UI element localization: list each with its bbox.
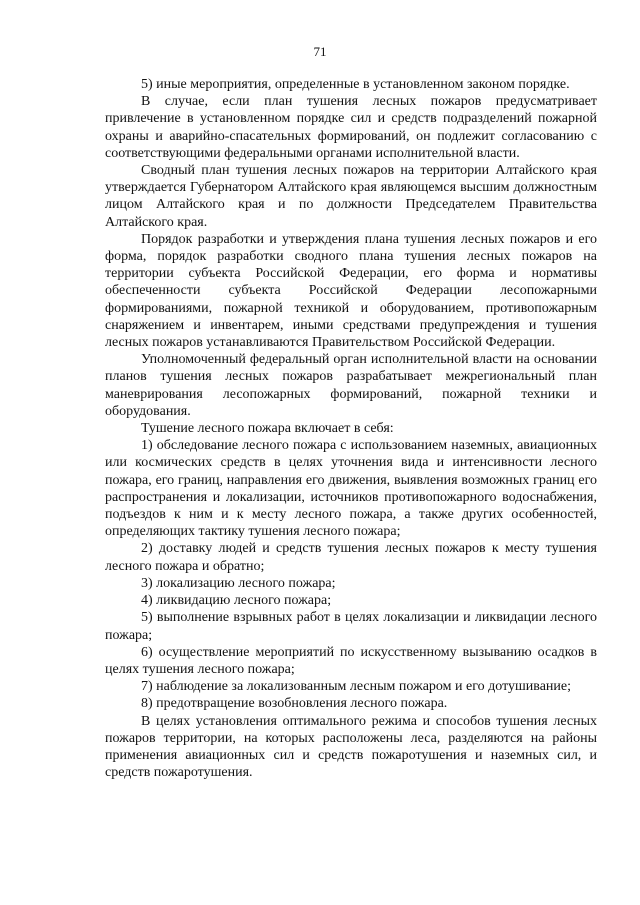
list-item-1-inspection: 1) обследование лесного пожара с использованием наземных, авиационных или космических средств в целях уточнения вида и интенсивности лесного пожара, его границ, направления его движения, выявления возможных границ его распространения и локализации, источников противопожарного водоснабжения, подъездов к ним и к месту лесного пожара, а также других особенностей, определяющих тактику тушения лесного пожара; [105,438,597,540]
paragraph-consolidated-plan: Сводный план тушения лесных пожаров на территории Алтайского края утверждается Губернатором Алтайского края являющемся высшим должностным лицом Алтайского края и по должности Председателем Правительства Алтайского края. [105,163,597,230]
list-item-8-prevention: 8) предотвращение возобновления лесного пожара. [141,696,448,712]
paragraph-interregional-plan: Уполномоченный федеральный орган исполнительной власти на основании планов тушения лесных пожаров разрабатывает межрегиональный план маневрирования лесопожарных формирований, пожарной техники и оборудования. [105,352,597,419]
list-item-4-liquidation: 4) ликвидацию лесного пожара; [141,593,332,609]
list-item-7-observation: 7) наблюдение за локализованным лесным пожаром и его дотушивание; [141,679,572,695]
page-number: 71 [313,44,327,59]
list-item-5-blasting: 5) выполнение взрывных работ в целях локализации и ликвидации лесного пожара; [105,610,597,643]
paragraph-plan-procedure: Порядок разработки и утверждения плана тушения лесных пожаров и его форма, порядок разработки сводного плана тушения лесных пожаров на территории субъекта Российской Федерации, его форма и нормативы обеспеченности субъекта Российской Федерации лесопожарными формированиями, пожарной техникой и оборудованием, противопожарным снаряжением и инвентарем, иными средствами предупреждения и тушения лесных пожаров устанавливаются Правительством Российской Федерации. [105,231,597,351]
page-body [105,76,597,781]
paragraph-plan-coordination: В случае, если план тушения лесных пожаров предусматривает привлечение в установленном порядке сил и средств подразделений пожарной охраны и аварийно-спасательных формирований, он подлежит согласованию с соответствующими федеральными органами исполнительной власти. [105,94,597,161]
paragraph-zoning: В целях установления оптимального режима и способов тушения лесных пожаров территории, на которых расположены леса, разделяются на районы применения авиационных сил и средств пожаротушения и наземных сил, и средств пожаротушения. [105,713,597,781]
list-item-2-delivery: 2) доставку людей и средств тушения лесных пожаров к месту тушения лесного пожара и обратно; [105,541,597,574]
paragraph-firefighting-includes: Тушение лесного пожара включает в себя: [141,421,394,437]
list-item-6-precipitation: 6) осуществление мероприятий по искусственному вызыванию осадков в целях тушения лесного пожара; [105,644,597,677]
list-item-3-localization: 3) локализацию лесного пожара; [141,575,336,591]
paragraph-item-5-other-measures: 5) иные мероприятия, определенные в установленном законом порядке. [141,77,570,92]
